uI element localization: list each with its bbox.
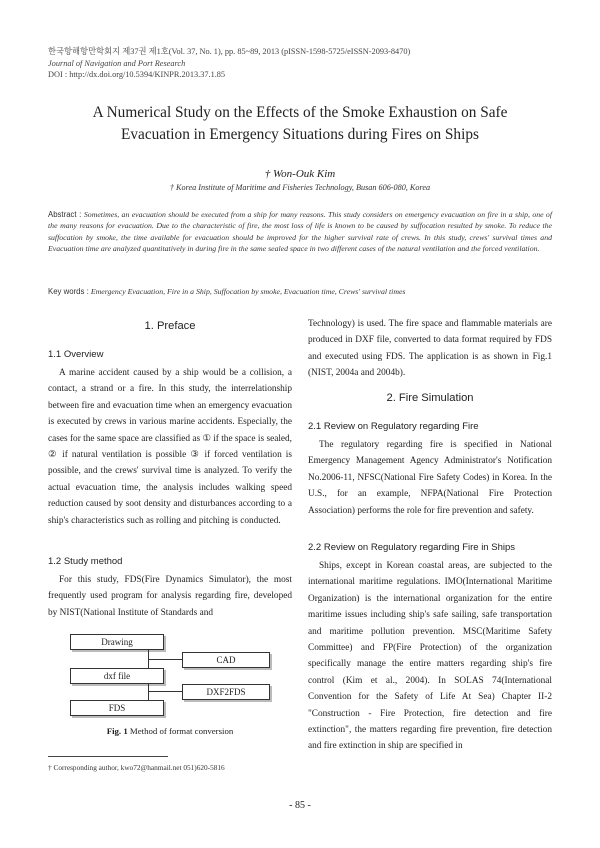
footnote-divider xyxy=(48,756,168,757)
journal-header xyxy=(48,46,410,81)
paragraph-overview: A marine accident caused by a ship would be a collision, a contact, a strand or a fire. In this study, the interrelationship between fire and evacuation time when an emergency evacuation is executed by crews in various marine accidents. Especially, the cases for the same space are classified as ① if the space is sealed, ② if natural ventilation is possible ③ if forced ventilation is possible, and the crews' survival time is analyzed. To verify the actual evacuation time, the analysis includes walking speed reduction caused by soot density and disturbances according to a ship's characteristics such as rolling and pitching is conducted. xyxy=(48,368,292,526)
footnote: † Corresponding author, kwo72@hanmail.net 051)620-5816 xyxy=(48,763,225,772)
drawing-box: Drawing xyxy=(70,634,164,650)
connector-line xyxy=(148,659,182,660)
paragraph-study-method-cont: Technology) is used. The fire space and flammable materials are produced in DXF file, converted to data format required by FDS and executed using FDS. The application is as shown in Fig.1 (NIST, 2004a and 2004b). xyxy=(308,319,552,379)
journal-header-line1: 한국항해항만학회지 제37권 제1호(Vol. 37, No. 1), pp. 85~89, 2013 (pISSN-1598-5725/eISSN-2093-8470) xyxy=(48,47,411,56)
cad-box: CAD xyxy=(182,652,270,668)
figure-caption-label: Fig. 1 xyxy=(106,726,128,736)
paragraph-regulatory-ships: Ships, except in Korean coastal areas, are subjected to the international maritime regulations. IMO(International Maritime Organization) is the international organization for the entire maritime issues including ship's safe sailing, safe transportation and maritime pollution prevention. MSC(Maritime Safety Committee) and FP(Fire Protection) of the organization specifically manage the entire matters regarding ship's fire control (Kim et al., 2004). In SOLAS 74(International Convention for the Safety of Life At Sea) Chapter II-2 "Construction - Fire Protection, fire detection and fire extinction", the matters regarding fire prevention, fire detection and fire extinction in ship are specified in xyxy=(308,561,552,752)
dxf2fds-box: DXF2FDS xyxy=(182,684,270,700)
title-line2: Evacuation in Emergency Situations during Fires on Ships xyxy=(121,126,479,143)
subsection-heading-regulatory-ships: 2.2 Review on Regulatory regarding Fire in Ships xyxy=(308,542,515,553)
connector-line xyxy=(148,684,149,700)
figure-caption-text: Method of format conversion xyxy=(127,726,234,736)
fds-box: FDS xyxy=(70,700,164,716)
paragraph-study-method: For this study, FDS(Fire Dynamics Simulator), the most frequently used program for analysis regarding fire, developed by NIST(National Institute of Standards and xyxy=(48,575,292,618)
abstract-label: Abstract : xyxy=(48,210,84,219)
paragraph-regulatory-fire: The regulatory regarding fire is specified in National Emergency Management Agency Administrator's Notification No.2006-11, NFSC(National Fire Safety Codes) in Korea. In the U.S., for an example, NFPA(National Fire Protection Association) performs the role for fire prevention and safety. xyxy=(308,440,552,516)
author-affiliation: † Korea Institute of Maritime and Fisheries Technology, Busan 606-080, Korea xyxy=(169,183,431,192)
abstract-text: Sometimes, an evacuation should be executed from a ship for many reasons. This study considers on emergency evacuation on fire in a ship, one of the many reasons for evacuation. Due to the characteristic of fire, the most loss of life is known to be caused by suffocation resulted by smoke. To reduce the suffocation by smoke, the time available for evacuation should be improved for the higher survival rate of crews. In this study, crews' survival times and Evacuation time are analyzed quantitatively in during fire in the same sealed space in two different cases of the natural ventilation and the forced ventilation. xyxy=(48,210,552,254)
paper-title xyxy=(40,102,560,146)
author-name: † Won-Ouk Kim xyxy=(264,168,336,180)
section-heading-fire-simulation: 2. Fire Simulation xyxy=(386,392,474,404)
doi-line: DOI : http://dx.doi.org/10.5394/KINPR.2013.37.1.85 xyxy=(48,70,226,79)
subsection-heading-overview: 1.1 Overview xyxy=(48,349,104,360)
figure-format-conversion xyxy=(48,624,292,749)
subsection-heading-regulatory-fire: 2.1 Review on Regulatory regarding Fire xyxy=(308,421,479,432)
keywords xyxy=(48,286,552,297)
abstract xyxy=(48,209,552,255)
section-heading-preface: 1. Preface xyxy=(144,320,196,332)
connector-line xyxy=(148,691,182,692)
page-number: - 85 - xyxy=(289,800,311,811)
figure-caption xyxy=(48,726,292,736)
title-line1: A Numerical Study on the Effects of the Smoke Exhaustion on Safe xyxy=(92,104,508,121)
keywords-text: Emergency Evacuation, Fire in a Ship, Suffocation by smoke, Evacuation time, Crews' survival times xyxy=(90,287,406,296)
keywords-label: Key words : xyxy=(48,287,91,296)
dxf-file-box: dxf file xyxy=(70,668,164,684)
subsection-heading-study-method: 1.2 Study method xyxy=(48,556,123,567)
journal-header-line2: Journal of Navigation and Port Research xyxy=(48,58,186,68)
